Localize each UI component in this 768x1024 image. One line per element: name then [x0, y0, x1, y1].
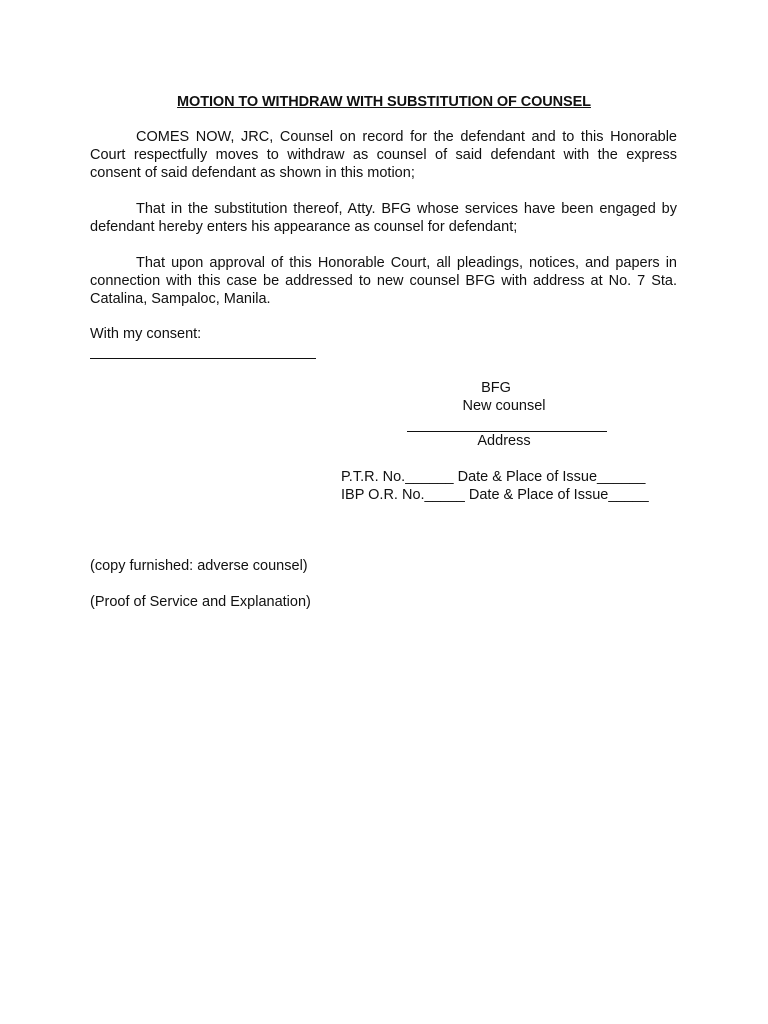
paragraph-notices: That upon approval of this Honorable Court, all pleadings, notices, and papers in connection with this case be addressed to new counsel BFG with address at No. 7 Sta. Catalina, Sampaloc, Manila. [90, 255, 677, 307]
address-label: Address [477, 433, 531, 449]
consent-label: With my consent: [90, 326, 202, 342]
counsel-name: BFG [481, 380, 511, 396]
paragraph-substitution: That in the substitution thereof, Atty. BFG whose services have been engaged by defendant hereby enters his appearance as counsel for defendant; [90, 201, 677, 235]
proof-of-service-note: (Proof of Service and Explanation) [90, 594, 311, 610]
ptr-line: P.T.R. No.______ Date & Place of Issue______ [341, 469, 646, 485]
paragraph-withdrawal: COMES NOW, JRC, Counsel on record for the defendant and to this Honorable Court respectfully moves to withdraw as counsel of said defendant with the express consent of said defendant as shown in this motion; [90, 129, 677, 181]
document-title: MOTION TO WITHDRAW WITH SUBSTITUTION OF COUNSEL [177, 94, 591, 110]
counsel-role: New counsel [462, 398, 546, 414]
copy-furnished-note: (copy furnished: adverse counsel) [90, 558, 308, 574]
ibp-line: IBP O.R. No._____ Date & Place of Issue_____ [341, 487, 649, 503]
consent-signature-line [90, 358, 316, 359]
